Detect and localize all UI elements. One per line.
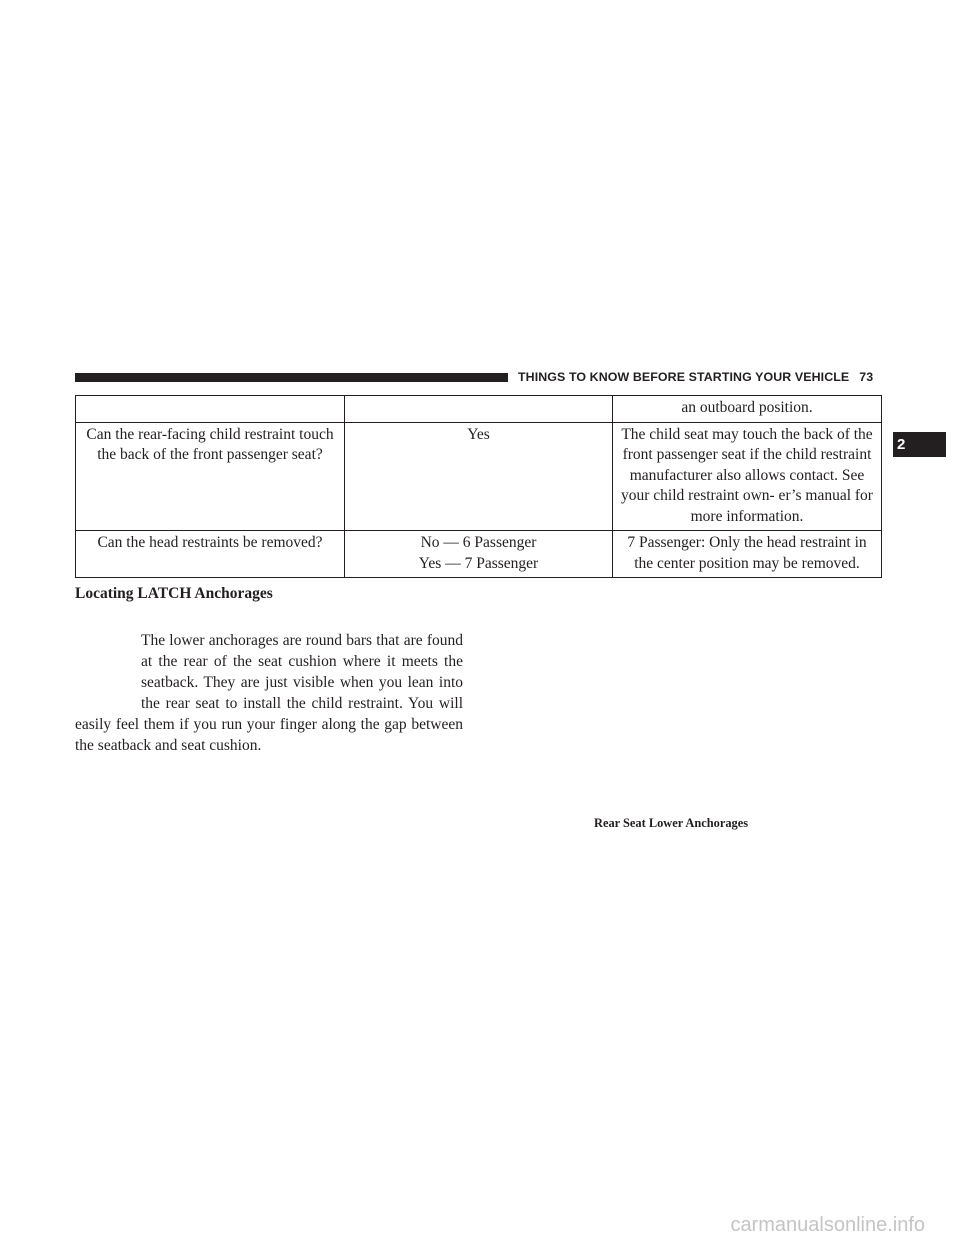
chapter-tab: 2	[893, 432, 946, 457]
table-cell	[76, 396, 345, 423]
figure-caption: Rear Seat Lower Anchorages	[594, 816, 749, 830]
body-text: The lower anchorages are round bars that are found at the rear of the seat cushion where it meets the seatback. They are just visible when you lean into the rear seat to install the child restraint. You will easily feel them if you run your finger along the gap between the seatback and seat cushion.	[75, 632, 463, 754]
table-cell: Can the head restraints be removed?	[76, 531, 345, 578]
table-cell	[345, 531, 613, 578]
cell-line: Yes — 7 Passenger	[418, 554, 539, 572]
table-cell: Yes	[345, 422, 613, 531]
table-cell	[345, 396, 613, 423]
table-cell: The child seat may touch the back of the front passenger seat if the child restraint manufacturer also allows contact. See your child restraint own- er’s manual for more information.	[613, 422, 882, 531]
table-row	[76, 422, 882, 531]
table-cell: Can the rear-facing child restraint touch the back of the front passenger seat?	[76, 422, 345, 531]
child-restraint-table	[75, 395, 882, 578]
table-cell: an outboard position.	[613, 396, 882, 423]
table-cell: 7 Passenger: Only the head restraint in the center position may be removed.	[613, 531, 882, 578]
section-heading: Locating LATCH Anchorages	[75, 585, 273, 602]
table-row	[76, 531, 882, 578]
page-number: 73	[859, 370, 874, 384]
table-row	[76, 396, 882, 423]
cell-line: No — 6 Passenger	[420, 534, 537, 551]
site-watermark: carmanualsonline.info	[730, 1214, 925, 1236]
header-title: THINGS TO KNOW BEFORE STARTING YOUR VEHICLE	[518, 370, 850, 384]
body-paragraph	[75, 630, 463, 756]
inline-image-space	[75, 630, 141, 714]
running-header	[518, 369, 881, 385]
header-rule	[75, 373, 508, 382]
